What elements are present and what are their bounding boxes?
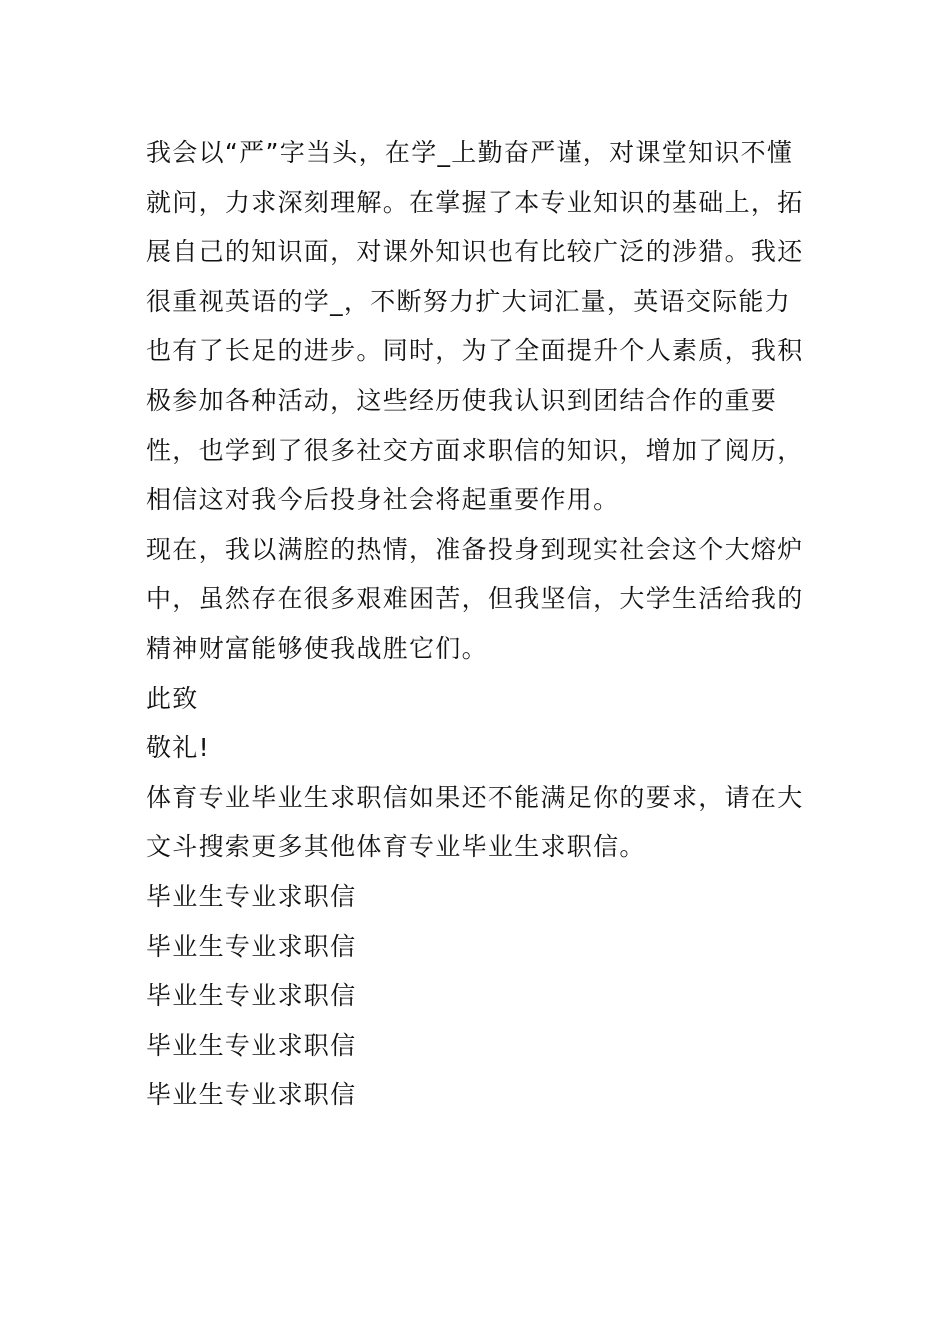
related-link[interactable]: 毕业生专业求职信 [146, 881, 357, 911]
related-link[interactable]: 毕业生专业求职信 [146, 931, 357, 961]
related-link[interactable]: 毕业生专业求职信 [146, 981, 357, 1011]
body-paragraph-study: 我会以“严”字当头，在学_上勤奋严谨，对课堂知识不懂就问，力求深刻理解。在掌握了本专业知识的基础上，拓展自己的知识面，对课外知识也有比较广泛的涉猎。我还很重视英语的学_，不断努力扩大词汇量，英语交际能力也有了长足的进步。同时，为了全面提升个人素质，我积极参加各种活动，这些经历使我认识到团结合作的重要性，也学到了很多社交方面求职信的知识，增加了阅历，相信这对我今后投身社会将起重要作用。 [146, 138, 804, 515]
footer-note: 体育专业毕业生求职信如果还不能满足你的要求，请在大文斗搜索更多其他体育专业毕业生求职信。 [146, 782, 804, 862]
body-paragraph-outlook: 现在，我以满腔的热情，准备投身到现实社会这个大熔炉中，虽然存在很多艰难困苦，但我坚信，大学生活给我的精神财富能够使我战胜它们。 [146, 534, 804, 663]
closing-regards: 敬礼! [146, 733, 210, 763]
related-link[interactable]: 毕业生专业求职信 [146, 1080, 357, 1110]
closing-salutation: 此致 [146, 683, 199, 713]
document-body [146, 128, 810, 1120]
related-link[interactable]: 毕业生专业求职信 [146, 1030, 357, 1060]
